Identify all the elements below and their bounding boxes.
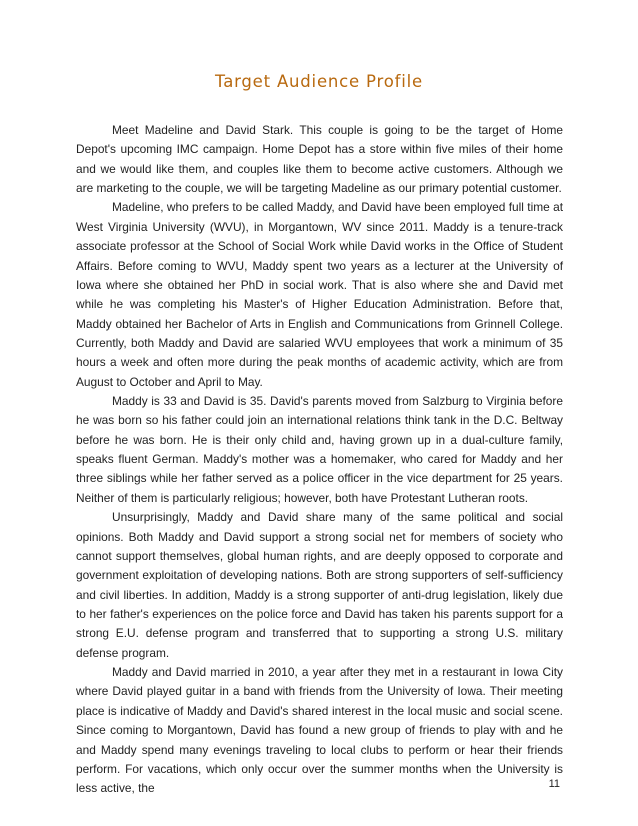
paragraph-marriage: Maddy and David married in 2010, a year after they met in a restaurant in Iowa City where David played guitar in a band with friends from the University of Iowa. Their meeting place is indicative of Maddy and David's shared interest in the local music and social scene. Since coming to Morgantown, David has found a new group of friends to play with and he and Maddy spend many evenings traveling to local clubs to perform or hear their friends perform. For vacations, which only occur over the summer months when the University is less active, the <box>76 665 563 796</box>
page-title: Target Audience Profile <box>215 72 423 91</box>
page-number: 11 <box>548 778 560 790</box>
paragraph-family-background: Maddy is 33 and David is 35. David's parents moved from Salzburg to Virginia before he was born so his father could join an international relations think tank in the D.C. Beltway before he was born. He is their only child and, having grown up in a dual-culture family, speaks fluent German. Maddy's mother was a homemaker, who cared for Maddy and her three siblings while her father served as a police officer in the vice department for 25 years. Neither of them is particularly religious; however, both have Protestant Lutheran roots. <box>76 394 563 505</box>
paragraph-intro: Meet Madeline and David Stark. This couple is going to be the target of Home Depot's upcoming IMC campaign. Home Depot has a store within five miles of their home and we would like them, and couples like them to become active customers. Although we are marketing to the couple, we will be targeting Madeline as our primary potential customer. <box>76 123 563 196</box>
body-text <box>76 121 563 799</box>
paragraph-political-views: Unsurprisingly, Maddy and David share many of the same political and social opinions. Both Maddy and David support a strong social net for members of society who cannot support themselves, global human rights, and are deeply opposed to corporate and government exploitation of developing nations. Both are strong supporters of self-sufficiency and civil liberties. In addition, Maddy is a strong supporter of anti-drug legislation, likely due to her father's experiences on the police force and David has taken his parents support for a strong E.U. defense program and transferred that to supporting a strong U.S. military defense program. <box>76 510 563 660</box>
paragraph-employment: Madeline, who prefers to be called Maddy, and David have been employed full time at West Virginia University (WVU), in Morgantown, WV since 2011. Maddy is a tenure-track associate professor at the School of Social Work while David works in the Office of Student Affairs. Before coming to WVU, Maddy spent two years as a lecturer at the University of Iowa where she obtained her PhD in social work. That is also where she and David met while he was completing his Master's of Higher Education Administration. Before that, Maddy obtained her Bachelor of Arts in English and Communications from Grinnell College. Currently, both Maddy and David are salaried WVU employees that work a minimum of 35 hours a week and often more during the peak months of academic activity, which are from August to October and April to May. <box>76 200 563 389</box>
